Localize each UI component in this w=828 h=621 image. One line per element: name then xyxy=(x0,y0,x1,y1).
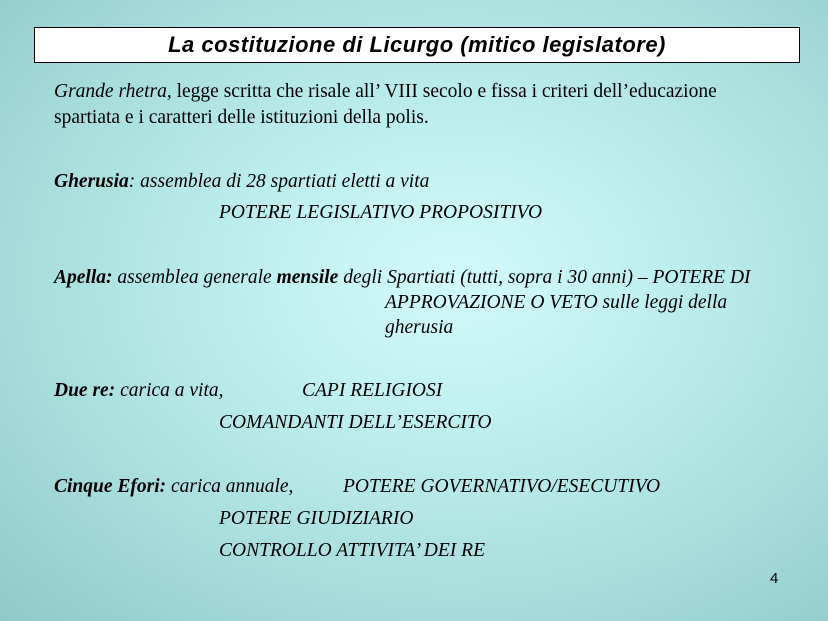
apella-line-2: APPROVAZIONE O VETO sulle leggi della xyxy=(385,292,728,313)
rhetra-line-1 xyxy=(54,80,717,104)
page-number: 4 xyxy=(770,570,779,587)
efori-desc: carica annuale, xyxy=(166,476,294,497)
gherusia-colon: : xyxy=(128,171,136,192)
due-re-desc: carica a vita, xyxy=(115,380,224,401)
rhetra-desc: legge scritta che risale all’ VIII secolo e fissa i criteri dell’educazione xyxy=(171,81,717,102)
efori-line xyxy=(54,475,293,499)
efori-power-3: CONTROLLO ATTIVITA’ DEI RE xyxy=(219,540,485,561)
title-box xyxy=(34,27,800,63)
apella-desc-b: degli Spartiati (tutti, sopra i 30 anni) – POTERE DI xyxy=(338,267,751,288)
rhetra-term: Grande rhetra, xyxy=(54,81,172,102)
gherusia-term: Gherusia xyxy=(54,171,129,192)
efori-term: Cinque Efori: xyxy=(54,476,167,497)
apella-monthly: mensile xyxy=(276,267,339,288)
rhetra-line-2: spartiata e i caratteri delle istituzioni della polis. xyxy=(54,107,429,128)
due-re-power-2: COMANDANTI DELL’ESERCITO xyxy=(219,412,492,433)
slide-title: La costituzione di Licurgo (mitico legislatore) xyxy=(168,32,666,57)
apella-line-1 xyxy=(54,266,751,290)
apella-line-3: gherusia xyxy=(385,317,454,338)
gherusia-line xyxy=(54,170,429,194)
efori-power-2: POTERE GIUDIZIARIO xyxy=(219,508,414,529)
due-re-line xyxy=(54,379,224,403)
gherusia-desc: assemblea di 28 spartiati eletti a vita xyxy=(135,171,430,192)
apella-term: Apella: xyxy=(54,267,113,288)
apella-desc-a: assemblea generale xyxy=(112,267,277,288)
due-re-power-1: CAPI RELIGIOSI xyxy=(302,380,443,401)
gherusia-power: POTERE LEGISLATIVO PROPOSITIVO xyxy=(219,202,543,223)
efori-power-1: POTERE GOVERNATIVO/ESECUTIVO xyxy=(343,476,661,497)
due-re-term: Due re: xyxy=(54,380,116,401)
